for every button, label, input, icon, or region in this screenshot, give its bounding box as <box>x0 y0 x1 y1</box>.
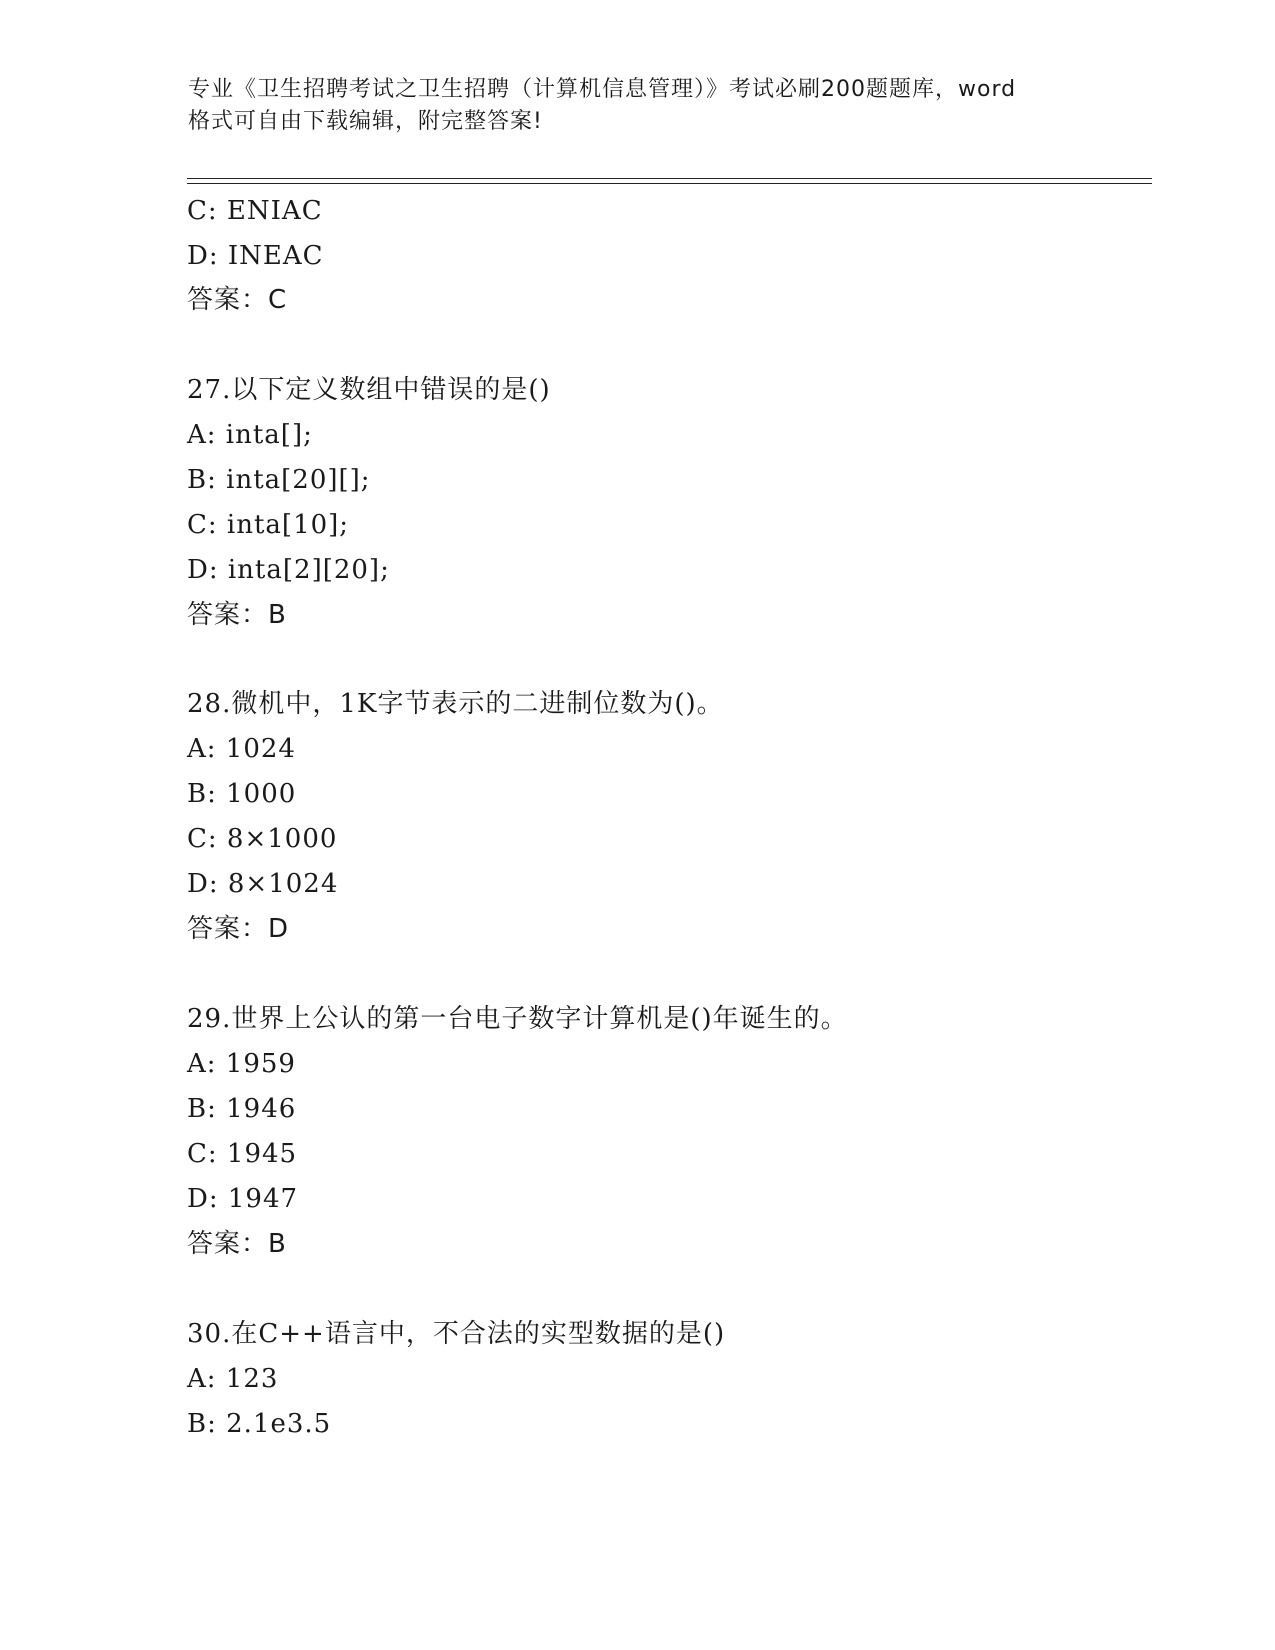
option-a: A: 123 <box>187 1364 279 1394</box>
document-header <box>188 74 1108 138</box>
option-b: B: 1000 <box>187 779 297 809</box>
option-a: A: inta[]; <box>187 420 313 450</box>
option-c: C: ENIAC <box>187 196 323 226</box>
question-29: 29.世界上公认的第一台电子数字计算机是()年诞生的。 <box>187 1004 848 1034</box>
option-c: C: 1945 <box>187 1139 298 1169</box>
question-28: 28.微机中，1K字节表示的二进制位数为()。 <box>187 689 724 719</box>
question-27: 27.以下定义数组中错误的是() <box>187 375 551 405</box>
option-d: D: inta[2][20]; <box>187 555 390 585</box>
header-divider-bottom <box>187 183 1152 184</box>
answer-line: 答案：B <box>187 1229 287 1259</box>
option-c: C: inta[10]; <box>187 510 350 540</box>
option-d: D: 8×1024 <box>187 869 339 899</box>
option-b: B: 1946 <box>187 1094 297 1124</box>
answer-line: 答案：D <box>187 914 290 944</box>
answer-line: 答案：B <box>187 600 287 630</box>
option-a: A: 1024 <box>187 734 296 764</box>
header-line-2: 格式可自由下载编辑，附完整答案! <box>188 109 543 134</box>
option-d: D: 1947 <box>187 1184 299 1214</box>
option-a: A: 1959 <box>187 1049 296 1079</box>
question-30: 30.在C++语言中，不合法的实型数据的是() <box>187 1319 726 1349</box>
answer-line: 答案：C <box>187 285 288 315</box>
option-c: C: 8×1000 <box>187 824 338 854</box>
header-line-1: 专业《卫生招聘考试之卫生招聘（计算机信息管理）》考试必刷200题题库，word <box>188 77 1017 102</box>
option-d: D: INEAC <box>187 241 324 271</box>
option-b: B: 2.1e3.5 <box>187 1409 332 1439</box>
header-divider-top <box>187 178 1152 179</box>
option-b: B: inta[20][]; <box>187 465 371 495</box>
